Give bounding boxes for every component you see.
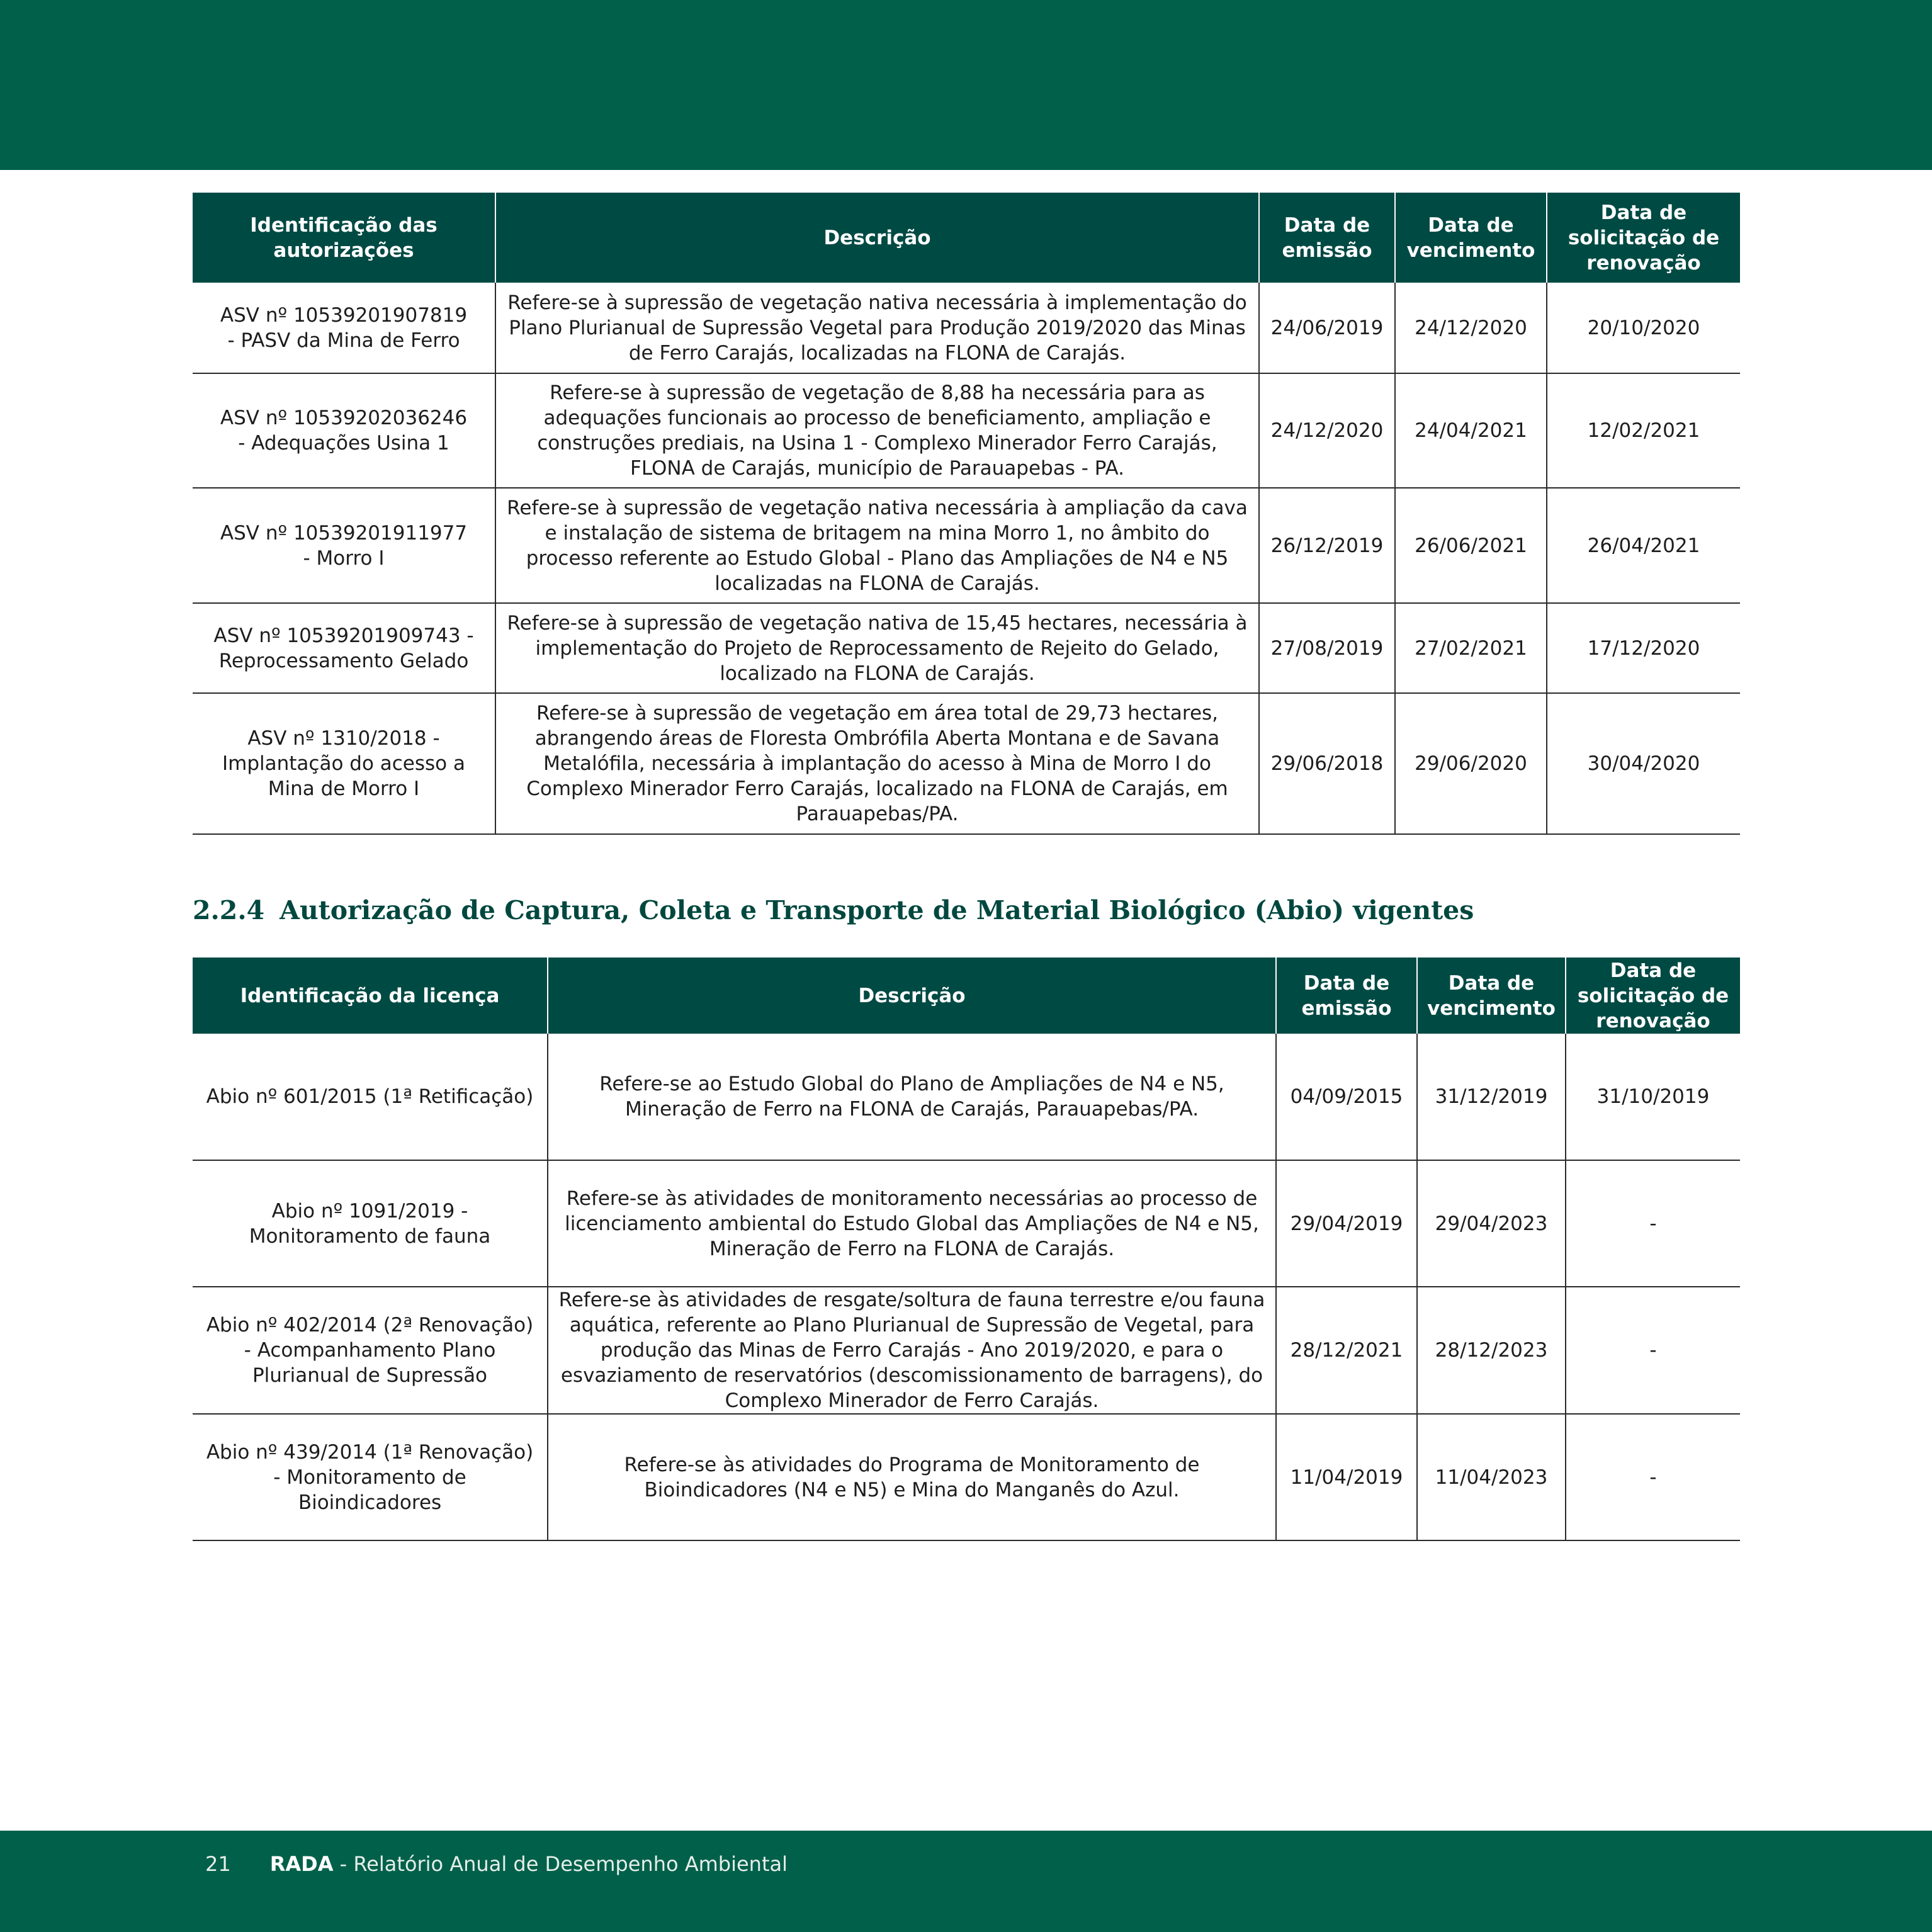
due-date: 24/12/2020 — [1395, 283, 1547, 373]
authorization-description: Refere-se à supressão de vegetação de 8,88 ha necessária para as adequações funcionais ao processo de beneficiamento, ampliação e construções prediais, na Usina 1 - Complexo Minerador Ferro Carajás, FLONA de Carajás, município de Parauapebas - PA. — [495, 373, 1259, 488]
section-title: Autorização de Captura, Coleta e Transporte de Material Biológico (Abio) vigentes — [280, 895, 1474, 925]
issue-date: 26/12/2019 — [1259, 488, 1395, 603]
column-header-renewal-date: Data de solicitação de renovação — [1566, 958, 1740, 1034]
table-row — [193, 488, 1740, 603]
section-number: 2.2.4 — [193, 895, 265, 925]
column-header-due-date: Data de vencimento — [1417, 958, 1566, 1034]
license-id: Abio nº 402/2014 (2ª Renovação) - Acompanhamento Plano Plurianual de Supressão — [193, 1287, 548, 1414]
column-header-due-date: Data de vencimento — [1395, 193, 1547, 283]
authorization-id: ASV nº 10539201911977 - Morro I — [193, 488, 495, 603]
issue-date: 24/06/2019 — [1259, 283, 1395, 373]
renewal-date: - — [1566, 1287, 1740, 1414]
issue-date: 24/12/2020 — [1259, 373, 1395, 488]
authorizations-table — [193, 193, 1740, 835]
column-header-id: Identificação da licença — [193, 958, 548, 1034]
due-date: 11/04/2023 — [1417, 1414, 1566, 1540]
authorization-id: ASV nº 10539201907819 - PASV da Mina de Ferro — [193, 283, 495, 373]
column-header-renewal-date: Data de solicitação de renovação — [1547, 193, 1740, 283]
renewal-date: - — [1566, 1414, 1740, 1540]
renewal-date: - — [1566, 1160, 1740, 1287]
table-header-row — [193, 958, 1740, 1034]
authorization-description: Refere-se à supressão de vegetação nativa de 15,45 hectares, necessária à implementação do Projeto de Reprocessamento de Rejeito do Gelado, localizado na FLONA de Carajás. — [495, 603, 1259, 693]
column-header-description: Descrição — [495, 193, 1259, 283]
column-header-id: Identificação das autorizações — [193, 193, 495, 283]
footer-brand: RADA — [269, 1852, 334, 1876]
table-row — [193, 603, 1740, 693]
issue-date: 11/04/2019 — [1276, 1414, 1417, 1540]
renewal-date: 17/12/2020 — [1547, 603, 1740, 693]
renewal-date: 12/02/2021 — [1547, 373, 1740, 488]
due-date: 29/04/2023 — [1417, 1160, 1566, 1287]
column-header-description: Descrição — [548, 958, 1276, 1034]
table-row — [193, 283, 1740, 373]
table-row — [193, 1034, 1740, 1160]
issue-date: 04/09/2015 — [1276, 1034, 1417, 1160]
issue-date: 28/12/2021 — [1276, 1287, 1417, 1414]
authorization-description: Refere-se à supressão de vegetação nativa necessária à ampliação da cava e instalação de sistema de britagem na mina Morro 1, no âmbito do processo referente ao Estudo Global - Plano das Ampliações de N4 e N5 localizadas na FLONA de Carajás. — [495, 488, 1259, 603]
issue-date: 29/04/2019 — [1276, 1160, 1417, 1287]
issue-date: 27/08/2019 — [1259, 603, 1395, 693]
page-footer — [205, 1851, 788, 1877]
due-date: 29/06/2020 — [1395, 693, 1547, 834]
table-row — [193, 373, 1740, 488]
license-id: Abio nº 601/2015 (1ª Retificação) — [193, 1034, 548, 1160]
license-description: Refere-se às atividades de monitoramento necessárias ao processo de licenciamento ambiental do Estudo Global das Ampliações de N4 e N5, Mineração de Ferro na FLONA de Carajás. — [548, 1160, 1276, 1287]
page-number: 21 — [205, 1852, 231, 1876]
due-date: 28/12/2023 — [1417, 1287, 1566, 1414]
due-date: 31/12/2019 — [1417, 1034, 1566, 1160]
authorization-description: Refere-se à supressão de vegetação nativa necessária à implementação do Plano Plurianual de Supressão Vegetal para Produção 2019/2020 das Minas de Ferro Carajás, localizadas na FLONA de Carajás. — [495, 283, 1259, 373]
header-band — [0, 0, 1932, 170]
authorization-id: ASV nº 1310/2018 - Implantação do acesso a Mina de Morro I — [193, 693, 495, 834]
license-description: Refere-se às atividades do Programa de Monitoramento de Bioindicadores (N4 e N5) e Mina do Manganês do Azul. — [548, 1414, 1276, 1540]
authorization-id: ASV nº 10539202036246 - Adequações Usina 1 — [193, 373, 495, 488]
abio-licenses-table — [193, 958, 1740, 1541]
table-header-row — [193, 193, 1740, 283]
license-id: Abio nº 439/2014 (1ª Renovação) - Monitoramento de Bioindicadores — [193, 1414, 548, 1540]
footer-band — [0, 1831, 1932, 1932]
renewal-date: 26/04/2021 — [1547, 488, 1740, 603]
license-description: Refere-se ao Estudo Global do Plano de Ampliações de N4 e N5, Mineração de Ferro na FLONA de Carajás, Parauapebas/PA. — [548, 1034, 1276, 1160]
license-id: Abio nº 1091/2019 - Monitoramento de fauna — [193, 1160, 548, 1287]
issue-date: 29/06/2018 — [1259, 693, 1395, 834]
column-header-issue-date: Data de emissão — [1259, 193, 1395, 283]
license-description: Refere-se às atividades de resgate/soltura de fauna terrestre e/ou fauna aquática, referente ao Plano Plurianual de Supressão de Vegetal, para produção das Minas de Ferro Carajás - Ano 2019/2020, e para o esvaziamento de reservatórios (descomissionamento de barragens), do Complexo Minerador de Ferro Carajás. — [548, 1287, 1276, 1414]
column-header-issue-date: Data de emissão — [1276, 958, 1417, 1034]
authorization-description: Refere-se à supressão de vegetação em área total de 29,73 hectares, abrangendo áreas de Floresta Ombrófila Aberta Montana e de Savana Metalófila, necessária à implantação do acesso à Mina de Morro I do Complexo Minerador Ferro Carajás, localizado na FLONA de Carajás, em Parauapebas/PA. — [495, 693, 1259, 834]
due-date: 26/06/2021 — [1395, 488, 1547, 603]
table-row — [193, 1160, 1740, 1287]
table-row — [193, 693, 1740, 834]
renewal-date: 20/10/2020 — [1547, 283, 1740, 373]
footer-text: - Relatório Anual de Desempenho Ambiental — [333, 1852, 788, 1876]
table-row — [193, 1414, 1740, 1540]
authorization-id: ASV nº 10539201909743 - Reprocessamento Gelado — [193, 603, 495, 693]
renewal-date: 30/04/2020 — [1547, 693, 1740, 834]
due-date: 24/04/2021 — [1395, 373, 1547, 488]
due-date: 27/02/2021 — [1395, 603, 1547, 693]
renewal-date: 31/10/2019 — [1566, 1034, 1740, 1160]
section-heading — [193, 893, 1474, 928]
table-row — [193, 1287, 1740, 1414]
